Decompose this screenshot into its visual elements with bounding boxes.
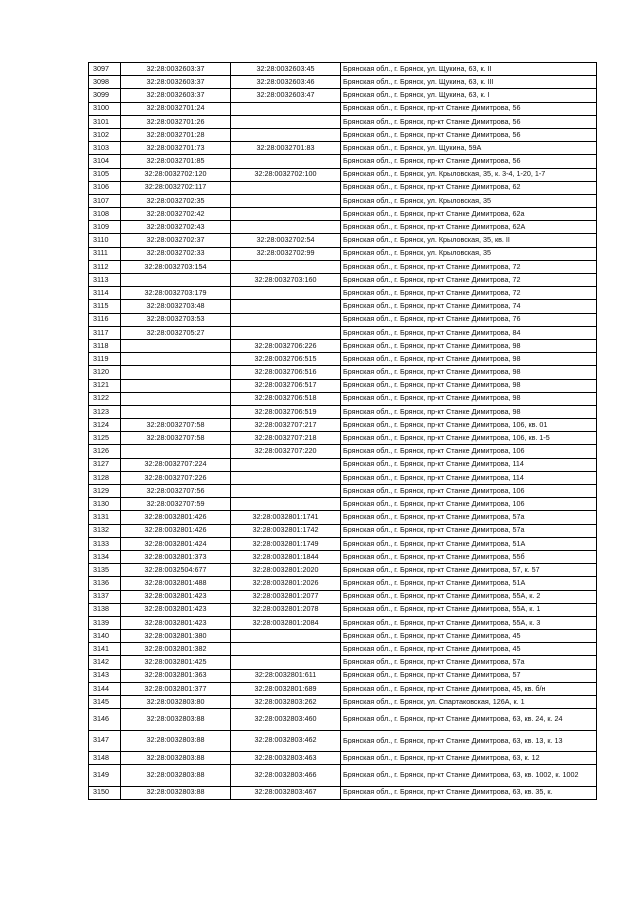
table-row	[89, 751, 597, 764]
cadastral-number-object	[231, 194, 341, 207]
row-number: 3135	[89, 564, 121, 577]
cadastral-number-parcel	[121, 274, 231, 287]
cadastral-number-parcel: 32:28:0032701:24	[121, 102, 231, 115]
cadastral-number-object: 32:28:0032801:2078	[231, 603, 341, 616]
document-page	[88, 62, 596, 800]
address-cell: Брянская обл., г. Брянск, пр-кт Станке Димитрова, 76	[341, 313, 597, 326]
table-row	[89, 313, 597, 326]
cadastral-number-object: 32:28:0032803:262	[231, 696, 341, 709]
row-number: 3142	[89, 656, 121, 669]
address-cell: Брянская обл., г. Брянск, пр-кт Станке Димитрова, 55А, к. 3	[341, 616, 597, 629]
table-row	[89, 142, 597, 155]
table-row	[89, 339, 597, 352]
cadastral-number-parcel: 32:28:0032703:48	[121, 300, 231, 313]
row-number: 3121	[89, 379, 121, 392]
table-row	[89, 643, 597, 656]
cadastral-registry-table	[88, 62, 597, 800]
cadastral-number-object: 32:28:0032801:2077	[231, 590, 341, 603]
table-row	[89, 287, 597, 300]
cadastral-number-object: 32:28:0032803:467	[231, 786, 341, 799]
table-row	[89, 76, 597, 89]
row-number: 3100	[89, 102, 121, 115]
address-cell: Брянская обл., г. Брянск, пр-кт Станке Димитрова, 72	[341, 287, 597, 300]
cadastral-number-object	[231, 458, 341, 471]
cadastral-number-parcel: 32:28:0032603:37	[121, 76, 231, 89]
cadastral-number-object: 32:28:0032706:515	[231, 353, 341, 366]
address-cell: Брянская обл., г. Брянск, пр-кт Станке Димитрова, 55А, к. 1	[341, 603, 597, 616]
address-cell: Брянская обл., г. Брянск, пр-кт Станке Димитрова, 45	[341, 643, 597, 656]
row-number: 3098	[89, 76, 121, 89]
cadastral-number-parcel: 32:28:0032701:85	[121, 155, 231, 168]
cadastral-number-parcel: 32:28:0032701:73	[121, 142, 231, 155]
cadastral-number-object: 32:28:0032702:54	[231, 234, 341, 247]
cadastral-number-object: 32:28:0032603:47	[231, 89, 341, 102]
cadastral-number-object: 32:28:0032707:218	[231, 432, 341, 445]
table-row	[89, 247, 597, 260]
address-cell: Брянская обл., г. Брянск, пр-кт Станке Димитрова, 55А, к. 2	[341, 590, 597, 603]
cadastral-number-object: 32:28:0032801:1749	[231, 537, 341, 550]
row-number: 3144	[89, 682, 121, 695]
table-row	[89, 353, 597, 366]
cadastral-number-object: 32:28:0032702:99	[231, 247, 341, 260]
table-row	[89, 221, 597, 234]
address-cell: Брянская обл., г. Брянск, пр-кт Станке Димитрова, 106	[341, 445, 597, 458]
cadastral-number-object	[231, 287, 341, 300]
cadastral-number-parcel: 32:28:0032707:226	[121, 471, 231, 484]
cadastral-number-parcel	[121, 353, 231, 366]
cadastral-number-object: 32:28:0032702:100	[231, 168, 341, 181]
row-number: 3124	[89, 419, 121, 432]
address-cell: Брянская обл., г. Брянск, ул. Спартаковская, 126А, к. 1	[341, 696, 597, 709]
table-row	[89, 682, 597, 695]
cadastral-number-parcel: 32:28:0032801:423	[121, 590, 231, 603]
table-row	[89, 696, 597, 709]
address-cell: Брянская обл., г. Брянск, пр-кт Станке Димитрова, 57а	[341, 656, 597, 669]
table-row	[89, 432, 597, 445]
cadastral-number-parcel	[121, 379, 231, 392]
cadastral-number-object	[231, 630, 341, 643]
row-number: 3147	[89, 730, 121, 751]
row-number: 3122	[89, 392, 121, 405]
row-number: 3102	[89, 128, 121, 141]
row-number: 3141	[89, 643, 121, 656]
table-row	[89, 616, 597, 629]
cadastral-number-object: 32:28:0032701:83	[231, 142, 341, 155]
cadastral-number-object: 32:28:0032801:689	[231, 682, 341, 695]
cadastral-number-object: 32:28:0032603:46	[231, 76, 341, 89]
row-number: 3146	[89, 709, 121, 730]
cadastral-number-object	[231, 485, 341, 498]
cadastral-number-parcel: 32:28:0032801:424	[121, 537, 231, 550]
cadastral-number-parcel: 32:28:0032801:426	[121, 524, 231, 537]
table-row	[89, 260, 597, 273]
cadastral-number-object: 32:28:0032603:45	[231, 63, 341, 76]
cadastral-number-object: 32:28:0032706:518	[231, 392, 341, 405]
row-number: 3110	[89, 234, 121, 247]
address-cell: Брянская обл., г. Брянск, пр-кт Станке Димитрова, 106	[341, 498, 597, 511]
cadastral-number-object: 32:28:0032706:517	[231, 379, 341, 392]
address-cell: Брянская обл., г. Брянск, пр-кт Станке Димитрова, 45, кв. б/н	[341, 682, 597, 695]
cadastral-number-parcel	[121, 392, 231, 405]
cadastral-number-object	[231, 115, 341, 128]
cadastral-number-parcel: 32:28:0032803:88	[121, 709, 231, 730]
table-row	[89, 419, 597, 432]
cadastral-number-object	[231, 656, 341, 669]
address-cell: Брянская обл., г. Брянск, пр-кт Станке Димитрова, 56	[341, 102, 597, 115]
address-cell: Брянская обл., г. Брянск, пр-кт Станке Димитрова, 56	[341, 115, 597, 128]
table-row	[89, 485, 597, 498]
table-row	[89, 577, 597, 590]
table-row	[89, 102, 597, 115]
address-cell: Брянская обл., г. Брянск, пр-кт Станке Димитрова, 57, к. 57	[341, 564, 597, 577]
cadastral-number-object: 32:28:0032803:462	[231, 730, 341, 751]
table-row	[89, 234, 597, 247]
table-row	[89, 208, 597, 221]
cadastral-number-parcel: 32:28:0032801:380	[121, 630, 231, 643]
row-number: 3129	[89, 485, 121, 498]
row-number: 3119	[89, 353, 121, 366]
row-number: 3097	[89, 63, 121, 76]
cadastral-number-parcel: 32:28:0032801:382	[121, 643, 231, 656]
row-number: 3115	[89, 300, 121, 313]
row-number: 3134	[89, 550, 121, 563]
address-cell: Брянская обл., г. Брянск, пр-кт Станке Димитрова, 62а	[341, 208, 597, 221]
row-number: 3130	[89, 498, 121, 511]
table-row	[89, 63, 597, 76]
address-cell: Брянская обл., г. Брянск, пр-кт Станке Димитрова, 51А	[341, 537, 597, 550]
cadastral-number-object: 32:28:0032801:2020	[231, 564, 341, 577]
row-number: 3108	[89, 208, 121, 221]
row-number: 3128	[89, 471, 121, 484]
row-number: 3139	[89, 616, 121, 629]
address-cell: Брянская обл., г. Брянск, пр-кт Станке Димитрова, 72	[341, 274, 597, 287]
address-cell: Брянская обл., г. Брянск, ул. Щукина, 59А	[341, 142, 597, 155]
cadastral-number-parcel: 32:28:0032702:120	[121, 168, 231, 181]
cadastral-number-object	[231, 643, 341, 656]
row-number: 3104	[89, 155, 121, 168]
address-cell: Брянская обл., г. Брянск, пр-кт Станке Димитрова, 74	[341, 300, 597, 313]
table-row	[89, 730, 597, 751]
table-row	[89, 405, 597, 418]
cadastral-number-parcel: 32:28:0032504:677	[121, 564, 231, 577]
row-number: 3132	[89, 524, 121, 537]
cadastral-number-parcel: 32:28:0032707:58	[121, 419, 231, 432]
cadastral-number-parcel: 32:28:0032703:154	[121, 260, 231, 273]
cadastral-number-parcel: 32:28:0032702:117	[121, 181, 231, 194]
table-row	[89, 590, 597, 603]
address-cell: Брянская обл., г. Брянск, пр-кт Станке Димитрова, 114	[341, 471, 597, 484]
address-cell: Брянская обл., г. Брянск, пр-кт Станке Димитрова, 62А	[341, 221, 597, 234]
address-cell: Брянская обл., г. Брянск, пр-кт Станке Димитрова, 72	[341, 260, 597, 273]
cadastral-number-object: 32:28:0032801:1741	[231, 511, 341, 524]
cadastral-number-object	[231, 102, 341, 115]
cadastral-number-parcel: 32:28:0032801:423	[121, 603, 231, 616]
row-number: 3103	[89, 142, 121, 155]
address-cell: Брянская обл., г. Брянск, пр-кт Станке Димитрова, 57а	[341, 524, 597, 537]
cadastral-number-parcel: 32:28:0032707:59	[121, 498, 231, 511]
cadastral-number-object: 32:28:0032801:1742	[231, 524, 341, 537]
address-cell: Брянская обл., г. Брянск, ул. Крыловская, 35	[341, 247, 597, 260]
cadastral-number-parcel: 32:28:0032801:377	[121, 682, 231, 695]
row-number: 3099	[89, 89, 121, 102]
table-row	[89, 511, 597, 524]
cadastral-number-parcel: 32:28:0032702:37	[121, 234, 231, 247]
row-number: 3112	[89, 260, 121, 273]
table-row	[89, 471, 597, 484]
cadastral-number-parcel: 32:28:0032707:58	[121, 432, 231, 445]
cadastral-number-object	[231, 181, 341, 194]
address-cell: Брянская обл., г. Брянск, ул. Крыловская, 35, кв. II	[341, 234, 597, 247]
row-number: 3117	[89, 326, 121, 339]
row-number: 3145	[89, 696, 121, 709]
row-number: 3113	[89, 274, 121, 287]
table-row	[89, 537, 597, 550]
table-row	[89, 445, 597, 458]
table-row	[89, 194, 597, 207]
cadastral-number-parcel: 32:28:0032803:88	[121, 751, 231, 764]
address-cell: Брянская обл., г. Брянск, пр-кт Станке Димитрова, 55б	[341, 550, 597, 563]
row-number: 3114	[89, 287, 121, 300]
address-cell: Брянская обл., г. Брянск, ул. Щукина, 63, к. II	[341, 63, 597, 76]
cadastral-number-parcel: 32:28:0032801:363	[121, 669, 231, 682]
cadastral-number-parcel: 32:28:0032702:35	[121, 194, 231, 207]
cadastral-number-parcel: 32:28:0032603:37	[121, 63, 231, 76]
address-cell: Брянская обл., г. Брянск, пр-кт Станке Димитрова, 106, кв. 1-5	[341, 432, 597, 445]
cadastral-number-parcel: 32:28:0032803:88	[121, 786, 231, 799]
cadastral-number-parcel	[121, 339, 231, 352]
cadastral-number-parcel: 32:28:0032702:43	[121, 221, 231, 234]
row-number: 3109	[89, 221, 121, 234]
cadastral-number-object	[231, 128, 341, 141]
table-row	[89, 392, 597, 405]
table-row	[89, 656, 597, 669]
row-number: 3127	[89, 458, 121, 471]
row-number: 3111	[89, 247, 121, 260]
table-row	[89, 524, 597, 537]
cadastral-number-object	[231, 155, 341, 168]
address-cell: Брянская обл., г. Брянск, пр-кт Станке Димитрова, 84	[341, 326, 597, 339]
address-cell: Брянская обл., г. Брянск, пр-кт Станке Димитрова, 63, кв. 1002, к. 1002	[341, 765, 597, 786]
row-number: 3143	[89, 669, 121, 682]
address-cell: Брянская обл., г. Брянск, пр-кт Станке Димитрова, 51А	[341, 577, 597, 590]
table-row	[89, 155, 597, 168]
row-number: 3101	[89, 115, 121, 128]
table-row	[89, 274, 597, 287]
address-cell: Брянская обл., г. Брянск, пр-кт Станке Димитрова, 98	[341, 353, 597, 366]
cadastral-number-parcel: 32:28:0032701:26	[121, 115, 231, 128]
address-cell: Брянская обл., г. Брянск, пр-кт Станке Димитрова, 114	[341, 458, 597, 471]
table-row	[89, 168, 597, 181]
cadastral-number-object: 32:28:0032707:217	[231, 419, 341, 432]
table-row	[89, 669, 597, 682]
row-number: 3136	[89, 577, 121, 590]
table-row	[89, 630, 597, 643]
cadastral-number-object: 32:28:0032706:516	[231, 366, 341, 379]
cadastral-number-object: 32:28:0032801:2084	[231, 616, 341, 629]
row-number: 3105	[89, 168, 121, 181]
cadastral-number-object	[231, 313, 341, 326]
table-row	[89, 366, 597, 379]
cadastral-number-parcel	[121, 405, 231, 418]
row-number: 3149	[89, 765, 121, 786]
row-number: 3107	[89, 194, 121, 207]
cadastral-number-parcel: 32:28:0032803:80	[121, 696, 231, 709]
cadastral-number-parcel: 32:28:0032603:37	[121, 89, 231, 102]
cadastral-number-object: 32:28:0032706:226	[231, 339, 341, 352]
address-cell: Брянская обл., г. Брянск, пр-кт Станке Димитрова, 98	[341, 405, 597, 418]
address-cell: Брянская обл., г. Брянск, пр-кт Станке Димитрова, 98	[341, 379, 597, 392]
address-cell: Брянская обл., г. Брянск, пр-кт Станке Димитрова, 106	[341, 485, 597, 498]
cadastral-number-parcel	[121, 445, 231, 458]
table-row	[89, 300, 597, 313]
table-row	[89, 115, 597, 128]
row-number: 3150	[89, 786, 121, 799]
table-row	[89, 765, 597, 786]
cadastral-number-parcel: 32:28:0032707:56	[121, 485, 231, 498]
row-number: 3126	[89, 445, 121, 458]
cadastral-number-object	[231, 498, 341, 511]
address-cell: Брянская обл., г. Брянск, ул. Щукина, 63, к. I	[341, 89, 597, 102]
cadastral-number-object	[231, 221, 341, 234]
cadastral-number-parcel: 32:28:0032801:488	[121, 577, 231, 590]
address-cell: Брянская обл., г. Брянск, пр-кт Станке Димитрова, 62	[341, 181, 597, 194]
table-row	[89, 603, 597, 616]
cadastral-number-parcel: 32:28:0032703:53	[121, 313, 231, 326]
table-row	[89, 379, 597, 392]
row-number: 3120	[89, 366, 121, 379]
table-row	[89, 89, 597, 102]
address-cell: Брянская обл., г. Брянск, пр-кт Станке Димитрова, 63, кв. 24, к. 24	[341, 709, 597, 730]
table-row	[89, 498, 597, 511]
row-number: 3118	[89, 339, 121, 352]
cadastral-number-object	[231, 208, 341, 221]
table-row	[89, 458, 597, 471]
cadastral-number-object: 32:28:0032706:519	[231, 405, 341, 418]
table-row	[89, 564, 597, 577]
cadastral-number-parcel: 32:28:0032801:425	[121, 656, 231, 669]
cadastral-number-parcel: 32:28:0032707:224	[121, 458, 231, 471]
cadastral-number-object	[231, 326, 341, 339]
address-cell: Брянская обл., г. Брянск, ул. Щукина, 63, к. III	[341, 76, 597, 89]
cadastral-number-object	[231, 300, 341, 313]
address-cell: Брянская обл., г. Брянск, пр-кт Станке Димитрова, 45	[341, 630, 597, 643]
address-cell: Брянская обл., г. Брянск, пр-кт Станке Димитрова, 56	[341, 155, 597, 168]
cadastral-number-parcel: 32:28:0032703:179	[121, 287, 231, 300]
table-row	[89, 709, 597, 730]
table-row	[89, 326, 597, 339]
address-cell: Брянская обл., г. Брянск, пр-кт Станке Димитрова, 56	[341, 128, 597, 141]
cadastral-number-parcel: 32:28:0032803:88	[121, 765, 231, 786]
address-cell: Брянская обл., г. Брянск, пр-кт Станке Димитрова, 57	[341, 669, 597, 682]
address-cell: Брянская обл., г. Брянск, пр-кт Станке Димитрова, 63, кв. 35, к.	[341, 786, 597, 799]
row-number: 3138	[89, 603, 121, 616]
cadastral-number-parcel: 32:28:0032801:423	[121, 616, 231, 629]
cadastral-number-object	[231, 471, 341, 484]
cadastral-number-object: 32:28:0032803:466	[231, 765, 341, 786]
address-cell: Брянская обл., г. Брянск, пр-кт Станке Димитрова, 57а	[341, 511, 597, 524]
cadastral-number-object: 32:28:0032707:220	[231, 445, 341, 458]
cadastral-number-parcel: 32:28:0032803:88	[121, 730, 231, 751]
cadastral-number-parcel: 32:28:0032801:373	[121, 550, 231, 563]
row-number: 3116	[89, 313, 121, 326]
address-cell: Брянская обл., г. Брянск, пр-кт Станке Димитрова, 63, к. 12	[341, 751, 597, 764]
address-cell: Брянская обл., г. Брянск, пр-кт Станке Димитрова, 98	[341, 339, 597, 352]
cadastral-number-object: 32:28:0032801:611	[231, 669, 341, 682]
row-number: 3148	[89, 751, 121, 764]
address-cell: Брянская обл., г. Брянск, пр-кт Станке Димитрова, 98	[341, 392, 597, 405]
address-cell: Брянская обл., г. Брянск, ул. Крыловская, 35, к. 3-4, 1-20, 1-7	[341, 168, 597, 181]
cadastral-number-object: 32:28:0032803:460	[231, 709, 341, 730]
row-number: 3125	[89, 432, 121, 445]
address-cell: Брянская обл., г. Брянск, пр-кт Станке Димитрова, 98	[341, 366, 597, 379]
table-row	[89, 786, 597, 799]
address-cell: Брянская обл., г. Брянск, пр-кт Станке Димитрова, 63, кв. 13, к. 13	[341, 730, 597, 751]
row-number: 3131	[89, 511, 121, 524]
row-number: 3123	[89, 405, 121, 418]
row-number: 3140	[89, 630, 121, 643]
address-cell: Брянская обл., г. Брянск, пр-кт Станке Димитрова, 106, кв. 01	[341, 419, 597, 432]
row-number: 3106	[89, 181, 121, 194]
cadastral-number-parcel: 32:28:0032801:426	[121, 511, 231, 524]
cadastral-number-object: 32:28:0032801:2026	[231, 577, 341, 590]
cadastral-number-object: 32:28:0032801:1844	[231, 550, 341, 563]
cadastral-number-parcel: 32:28:0032705:27	[121, 326, 231, 339]
table-body	[89, 63, 597, 800]
row-number: 3133	[89, 537, 121, 550]
table-row	[89, 128, 597, 141]
cadastral-number-parcel: 32:28:0032702:33	[121, 247, 231, 260]
cadastral-number-parcel	[121, 366, 231, 379]
table-row	[89, 181, 597, 194]
cadastral-number-object: 32:28:0032803:463	[231, 751, 341, 764]
cadastral-number-parcel: 32:28:0032701:28	[121, 128, 231, 141]
row-number: 3137	[89, 590, 121, 603]
cadastral-number-object: 32:28:0032703:160	[231, 274, 341, 287]
address-cell: Брянская обл., г. Брянск, ул. Крыловская, 35	[341, 194, 597, 207]
cadastral-number-parcel: 32:28:0032702:42	[121, 208, 231, 221]
table-row	[89, 550, 597, 563]
cadastral-number-object	[231, 260, 341, 273]
